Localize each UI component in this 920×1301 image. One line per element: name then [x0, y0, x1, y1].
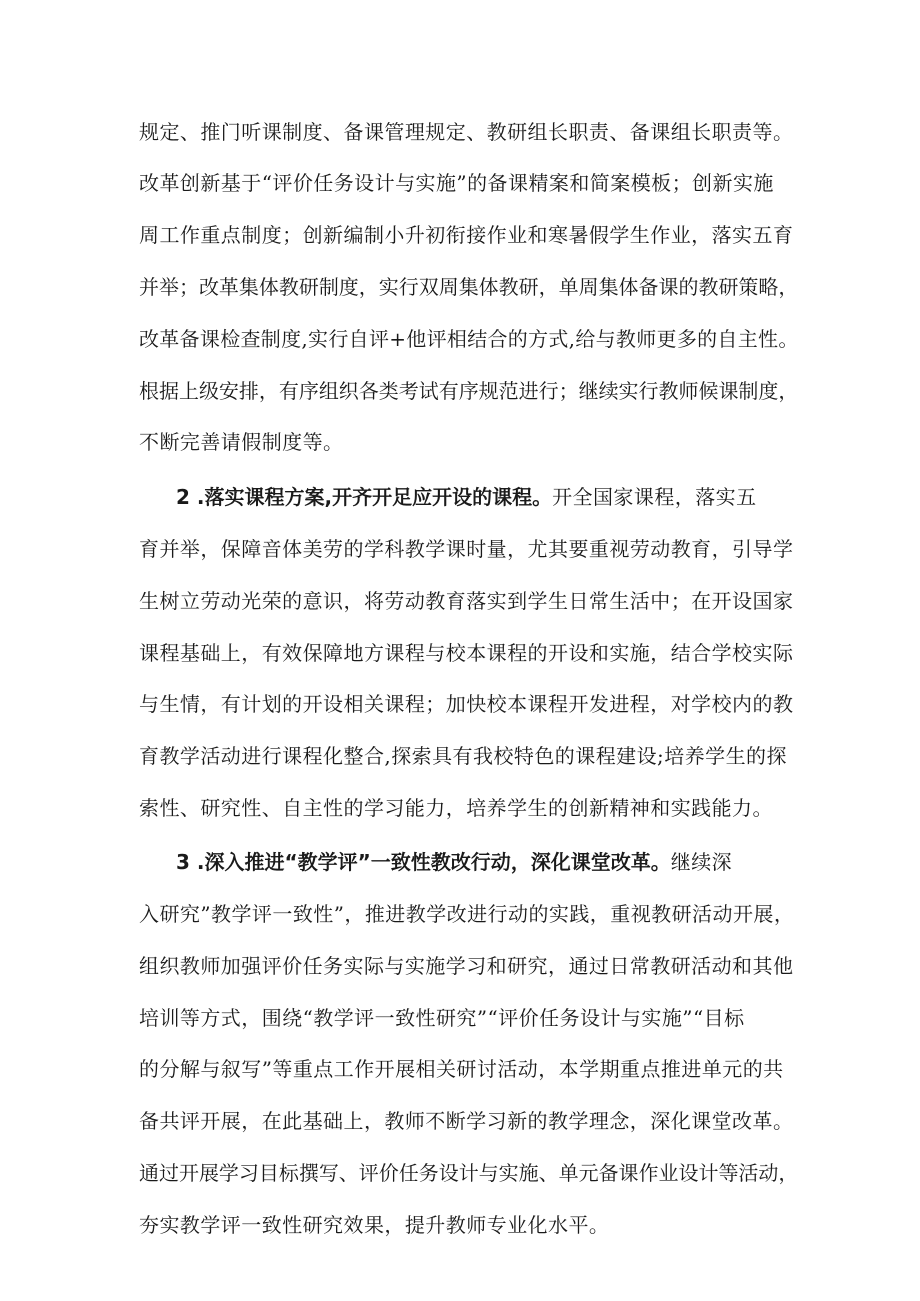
- section2-line: 与生情，有计划的开设相关课程；加快校本课程开发进程，对学校内的教: [139, 692, 794, 716]
- paragraph1-line: 改革创新基于“评价任务设计与实施”的备课精案和简案模板；创新实施: [139, 171, 774, 195]
- section2-line: 索性、研究性、自主性的学习能力，培养学生的创新精神和实践能力。: [139, 796, 773, 820]
- section2-line: 课程基础上，有效保障地方课程与校本课程的开设和实施，结合学校实际: [139, 641, 794, 665]
- paragraph1-line: 周工作重点制度；创新编制小升初衔接作业和寒暑假学生作业，落实五育: [139, 223, 794, 247]
- paragraph1-line: 根据上级安排，有序组织各类考试有序规范进行；继续实行教师候课制度，: [139, 379, 799, 403]
- section3-first-line-rest: 继续深: [670, 850, 733, 874]
- section3-line: 培训等方式，围绕“教学评一致性研究”“评价任务设计与实施”“目标: [139, 1006, 745, 1030]
- section3-line: 的分解与叙写”等重点工作开展相关研讨活动，本学期重点推进单元的共: [139, 1057, 784, 1081]
- section2-line: 育教学活动进行课程化整合,探索具有我校特色的课程建设;培养学生的探: [139, 744, 787, 768]
- section3-heading: 3 .深入推进“教学评”一致性教改行动，深化课堂改革。: [176, 850, 671, 874]
- section3-line: 备共评开展，在此基础上，教师不断学习新的教学理念，深化课堂改革。: [139, 1109, 794, 1133]
- section2-line: 生树立劳动光荣的意识，将劳动教育落实到学生日常生活中；在开设国家: [139, 589, 794, 613]
- paragraph1-line: 规定、推门听课制度、备课管理规定、教研组长职责、备课组长职责等。: [139, 120, 794, 144]
- paragraph1-line: 不断完善请假制度等。: [139, 430, 344, 454]
- section3-first-line: [176, 848, 800, 876]
- section2-first-line-rest: 开全国家课程，落实五: [552, 485, 757, 509]
- section2-first-line: [176, 483, 800, 511]
- section3-line: 夯实教学评一致性研究效果，提升教师专业化水平。: [139, 1213, 610, 1237]
- paragraph1-line: 改革备课检查制度,实行自评+他评相结合的方式,给与教师更多的自主性。: [139, 327, 799, 351]
- section3-line: 通过开展学习目标撰写、评价任务设计与实施、单元备课作业设计等活动，: [139, 1161, 799, 1185]
- section2-line: 育并举，保障音体美劳的学科教学课时量，尤其要重视劳动教育，引导学: [139, 537, 794, 561]
- paragraph1-line: 并举；改革集体教研制度，实行双周集体教研，单周集体备课的教研策略，: [139, 275, 799, 299]
- section3-line: 入研究”教学评一致性”，推进教学改进行动的实践，重视教研活动开展，: [139, 902, 795, 926]
- section2-heading: 2 .落实课程方案,开齐开足应开设的课程。: [176, 485, 553, 509]
- section3-line: 组织教师加强评价任务实际与实施学习和研究，通过日常教研活动和其他: [139, 954, 794, 978]
